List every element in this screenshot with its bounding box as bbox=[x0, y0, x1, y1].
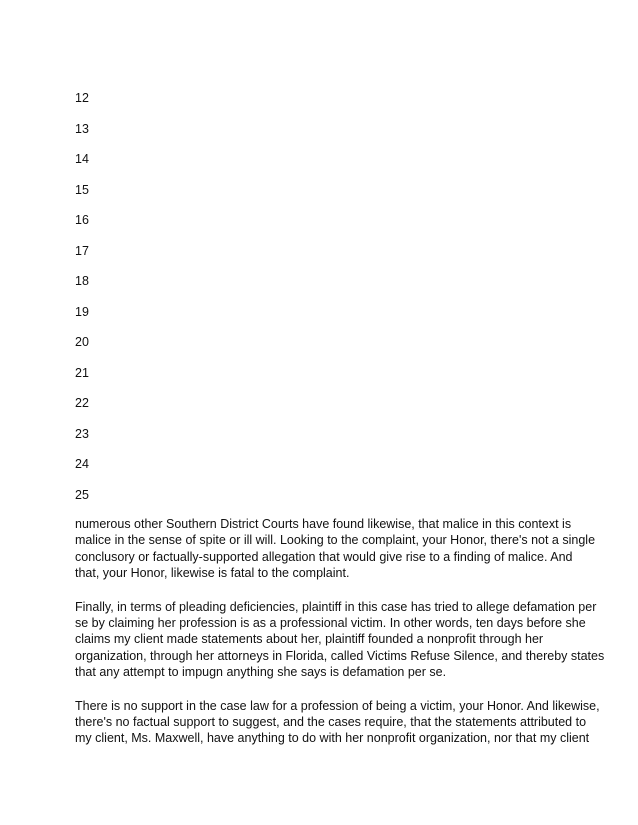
text-line: claims my client made statements about her, plaintiff founded a nonprofit through her bbox=[75, 632, 544, 647]
text-line: organization, through her attorneys in Florida, called Victims Refuse Silence, and thereby states bbox=[75, 648, 605, 663]
line-number-list bbox=[75, 90, 89, 517]
text-line: numerous other Southern District Courts have found likewise, that malice in this context is bbox=[75, 517, 572, 531]
line-number: 12 bbox=[75, 91, 89, 105]
line-number: 20 bbox=[75, 335, 89, 349]
line-number: 23 bbox=[75, 426, 89, 441]
paragraph-no-support bbox=[75, 698, 600, 747]
text-line: that, your Honor, likewise is fatal to the complaint. bbox=[75, 566, 350, 581]
line-number: 13 bbox=[75, 121, 89, 136]
line-number: 22 bbox=[75, 396, 89, 410]
text-line: Finally, in terms of pleading deficiencies, plaintiff in this case has tried to allege defamation per bbox=[75, 599, 597, 614]
line-number: 24 bbox=[75, 457, 89, 471]
line-number: 25 bbox=[75, 487, 89, 502]
line-number: 19 bbox=[75, 304, 89, 319]
text-line: there's no factual support to suggest, and the cases require, that the statements attributed to bbox=[75, 715, 587, 730]
line-number: 18 bbox=[75, 274, 89, 288]
paragraph-pleading-deficiencies bbox=[75, 599, 605, 681]
text-line: that any attempt to impugn anything she says is defamation per se. bbox=[75, 665, 447, 680]
text-line: There is no support in the case law for a profession of being a victim, your Honor. And likewise, bbox=[75, 698, 600, 713]
text-line: my client, Ms. Maxwell, have anything to do with her nonprofit organization, nor that my client bbox=[75, 731, 590, 746]
line-number: 14 bbox=[75, 152, 89, 166]
line-number: 21 bbox=[75, 365, 89, 380]
transcript-body bbox=[75, 516, 605, 764]
text-line: conclusory or factually-supported allegation that would give rise to a finding of malice. And bbox=[75, 549, 573, 564]
paragraph-malice bbox=[75, 516, 596, 582]
text-line: se by claiming her profession is as a professional victim. In other words, ten days before she bbox=[75, 616, 586, 631]
line-number: 15 bbox=[75, 182, 89, 197]
line-number: 16 bbox=[75, 213, 89, 227]
text-line: malice in the sense of spite or ill will. Looking to the complaint, your Honor, there's not a single bbox=[75, 533, 596, 548]
line-number: 17 bbox=[75, 243, 89, 258]
